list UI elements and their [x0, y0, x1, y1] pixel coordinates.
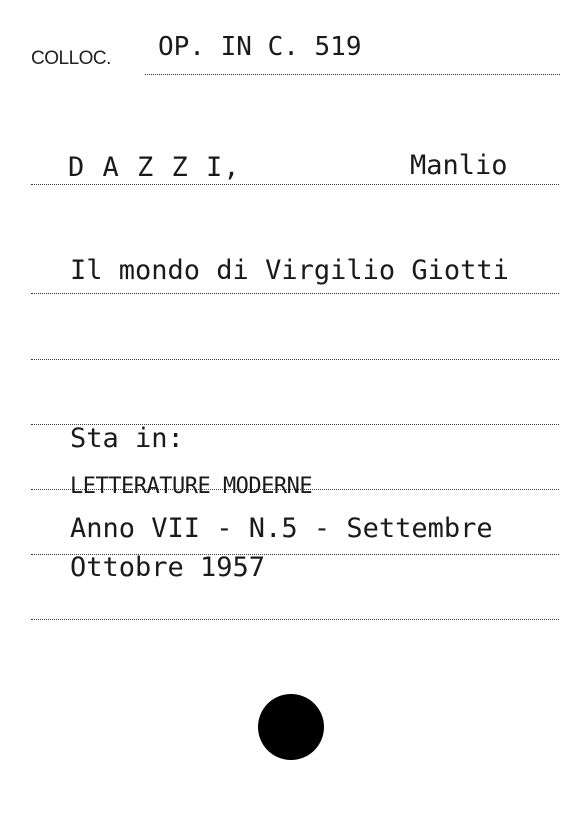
punch-hole — [258, 694, 324, 760]
journal-name: LETTERATURE MODERNE — [70, 474, 313, 499]
dotted-rule — [31, 293, 559, 294]
issue-line: Anno VII - N.5 - Settembre — [70, 513, 493, 544]
dotted-rule — [31, 184, 559, 185]
author-surname: D A Z Z I, — [68, 152, 241, 183]
issue-line-2: Ottobre 1957 — [70, 552, 266, 583]
colloc-label: COLLOC. — [31, 48, 111, 69]
dotted-rule — [145, 74, 560, 75]
sta-in-label: Sta in: — [70, 423, 184, 454]
work-title: Il mondo di Virgilio Giotti — [70, 255, 509, 286]
dotted-rule — [31, 359, 559, 360]
author-firstname: Manlio — [410, 150, 508, 181]
colloc-value: OP. IN C. 519 — [158, 32, 362, 62]
dotted-rule — [31, 619, 559, 620]
